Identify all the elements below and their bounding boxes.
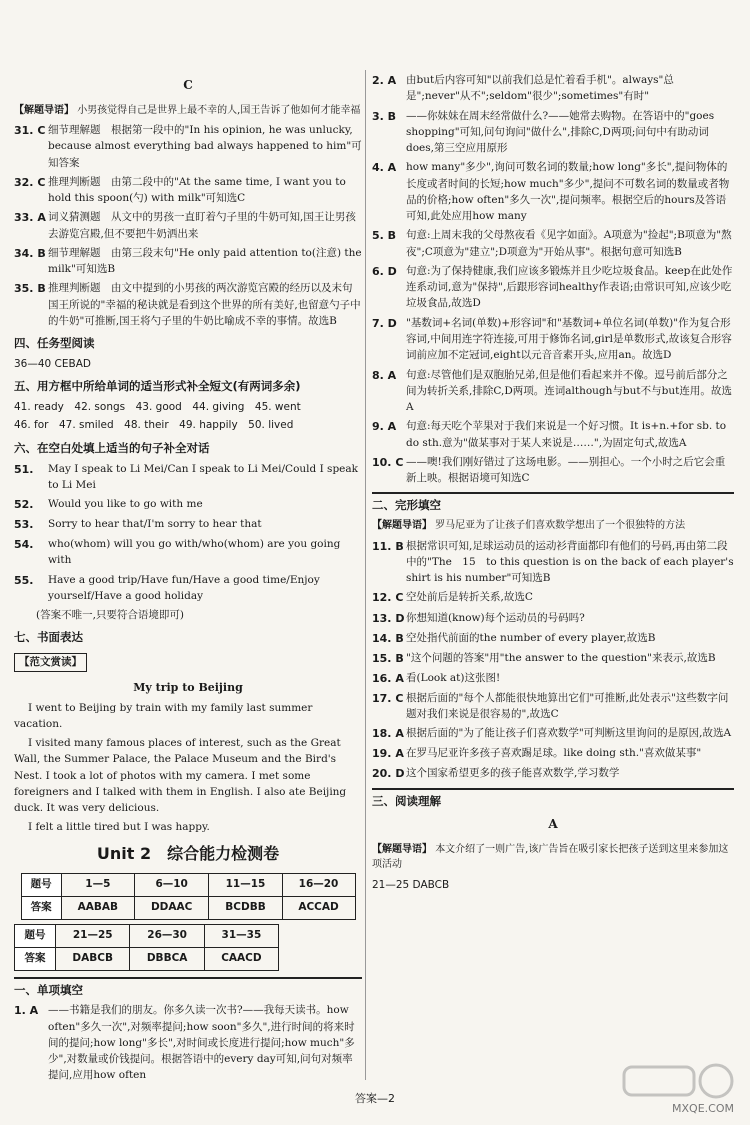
essay-body — [14, 700, 362, 836]
answer-item — [372, 630, 734, 647]
answer-item — [372, 418, 734, 451]
table-cell: AABAB — [61, 896, 134, 919]
table-label-a: 答案 — [21, 896, 61, 919]
guide-tag: 【解题导语】 — [372, 520, 432, 532]
section-4-answer: 36—40 CEBAD — [14, 358, 91, 371]
item-number: 34. B — [14, 246, 46, 260]
item-explanation: 句意:尽管他们是双胞胎兄弟,但是他们看起来并不像。逗号前后部分之间为转折关系,排除C,D两项。连词although与but不与but连用。故选A — [406, 368, 732, 414]
item-number: 32. C — [14, 175, 46, 189]
answer-item — [372, 108, 734, 157]
item-explanation: 句意:每天吃个苹果对于我们来说是一个好习惯。It is+n.+for sb. to do sth.意为"做某事对于某人来说是……",为固定句式,故选A — [406, 420, 727, 449]
item-explanation: "这个问题的答案"用"the answer to the question"来表示,故选B — [406, 651, 716, 664]
dialogue-answer — [14, 536, 362, 569]
section-letter-a: A — [548, 817, 558, 832]
item-number: 2. A — [372, 74, 397, 87]
table-label-a: 答案 — [15, 947, 56, 970]
item-number: 17. C — [372, 691, 404, 705]
item-explanation: 你想知道(know)每个运动员的号码吗? — [406, 611, 585, 624]
item-number: 33. A — [14, 211, 46, 225]
answer-item — [372, 538, 734, 587]
item-explanation: ——书籍是我们的朋友。你多久读一次书?——我每天读书。how often"多久一次",对频率提问;how soon"多久",进行时间的将来时间的提问;how long"多长",对时间或长度进行提问;how much"多少",对数量或价钱提问。根据答语中的every day可知,问句对频率提问,应用how often — [48, 1004, 355, 1082]
item-explanation: Sorry to hear that/I'm sorry to hear that — [48, 518, 262, 531]
essay-title: My trip to Beijing — [133, 680, 243, 694]
essay-paragraph: I went to Beijing by train with my family last summer vacation. — [14, 701, 313, 730]
section-4-title: 四、任务型阅读 — [14, 336, 95, 351]
answer-item — [372, 315, 734, 364]
right-column — [372, 72, 734, 895]
column-divider — [365, 70, 366, 1080]
answer-item — [14, 245, 362, 278]
table-cell: CAACD — [204, 947, 278, 970]
section-5-line-1: 41. ready 42. songs 43. good 44. giving 45. went — [14, 401, 301, 414]
answer-item — [372, 610, 734, 627]
section-3-title: 三、阅读理解 — [372, 788, 734, 811]
answer-item — [372, 159, 734, 224]
item-number: 54. — [14, 538, 34, 552]
section-6-title: 六、在空白处填上适当的句子补全对话 — [14, 440, 210, 455]
item-number: 12. C — [372, 591, 404, 605]
answer-21-25: 21—25 DABCB — [372, 878, 450, 891]
section-letter-c: C — [183, 78, 193, 92]
item-number: 3. B — [372, 109, 397, 123]
guide-tag: 【解题导语】 — [372, 843, 432, 855]
table-cell: DDAAC — [134, 896, 209, 919]
item-number: 19. A — [372, 747, 404, 761]
table-cell: BCDBB — [209, 896, 282, 919]
item-explanation: "基数词+名词(单数)+形容词"和"基数词+单位名词(单数)"作为复合形容词,中间用连字符连接,可用于修饰名词,girl是单数形式,故该复合形容词前应加不定冠词,eight以元音音素开头,应用an。故选D — [406, 316, 732, 362]
table-cell: 26—30 — [130, 924, 204, 947]
answer-item — [372, 745, 734, 762]
dialogue-answer — [14, 572, 362, 605]
answer-item — [372, 72, 734, 105]
section-2-title: 二、完形填空 — [372, 492, 734, 515]
item-explanation: 空处指代前面的the number of every player,故选B — [406, 631, 656, 644]
essay-paragraph: I visited many famous places of interest, such as the Great Wall, the Summer Palace, the Palace Museum and the Bird's Nest. I took a lot of photos with my camera. I met some foreigners and I talked with them in English. I also ate Beijing duck. It was very delicious. — [14, 737, 347, 815]
item-number: 35. B — [14, 282, 46, 296]
item-number: 1. A — [14, 1004, 39, 1018]
item-explanation: 看(Look at)这张图! — [406, 671, 501, 684]
item-number: 11. B — [372, 539, 404, 553]
section-5-line-2: 46. for 47. smiled 48. their 49. happily 50. lived — [14, 419, 294, 432]
answers-11-20 — [372, 538, 734, 783]
table-cell: 11—15 — [209, 873, 282, 896]
answer-item — [372, 725, 734, 742]
guide-c — [14, 103, 362, 119]
guide-text: 本文介绍了一则广告,该广告旨在吸引家长把孩子送到这里来参加这项活动 — [372, 843, 729, 871]
item-number: 52. — [14, 498, 34, 512]
answer-item — [14, 1002, 362, 1083]
item-number: 14. B — [372, 631, 404, 645]
left-column — [14, 72, 362, 1087]
item-number: 10. C — [372, 455, 404, 469]
answer-item — [372, 227, 734, 260]
item-number: 8. A — [372, 368, 397, 382]
item-number: 55. — [14, 573, 34, 587]
table-cell: 31—35 — [204, 924, 278, 947]
answer-item — [14, 122, 362, 171]
item-explanation: 句意:为了保持健康,我们应该多锻炼并且少吃垃圾食品。keep在此处作连系动词,意为"保持",后跟形容词healthy作表语;由常识可知,应该少吃垃圾食品,故选D — [406, 264, 733, 310]
page-footer: 答案—2 — [355, 1092, 395, 1105]
essay-paragraph: I felt a little tired but I was happy. — [28, 821, 210, 834]
answer-table-2 — [14, 924, 279, 971]
item-number: 31. C — [14, 124, 46, 138]
answers-31-35 — [14, 122, 362, 329]
answers-51-55 — [14, 461, 362, 605]
item-explanation: 根据常识可知,足球运动员的运动衫背面都印有他们的号码,再由第二段中的"The 15 to this question is on the back of each player's shirt is his number"可知选B — [406, 539, 734, 585]
item-number: 51. — [14, 462, 34, 476]
table-cell: ACCAD — [282, 896, 355, 919]
item-number: 20. D — [372, 767, 405, 781]
dialogue-answer — [14, 516, 362, 533]
answer-item — [14, 280, 362, 329]
answer-item — [14, 209, 362, 242]
table-cell: 21—25 — [56, 924, 130, 947]
item-number: 18. A — [372, 727, 404, 741]
item-explanation: 由but后内容可知"以前我们总是忙着看手机"。always"总是";never"从不";seldom"很少";sometimes"有时" — [406, 74, 674, 103]
item-explanation: 空处前后是转折关系,故选C — [406, 591, 533, 604]
answer-item — [372, 650, 734, 667]
item-explanation: 在罗马尼亚许多孩子喜欢踢足球。like doing sth."喜欢做某事" — [406, 747, 702, 760]
guide-text: 小男孩觉得自己是世界上最不幸的人,国王告诉了他如何才能幸福 — [77, 104, 361, 116]
item-number: 6. D — [372, 264, 397, 278]
table-cell: 6—10 — [134, 873, 209, 896]
item-explanation: 根据后面的"为了能让孩子们喜欢数学"可判断这里询问的是原因,故选A — [406, 727, 732, 740]
item-number: 4. A — [372, 161, 397, 175]
guide-tag: 【解题导语】 — [14, 104, 74, 116]
item-explanation: 细节理解题 由第三段末句"He only paid attention to(注意) the milk"可知选B — [48, 246, 362, 276]
item-explanation: how many"多少",询问可数名词的数量;how long"多长",提问物体的长度或者时间的长短;how much"多少",提问不可数名词的数量或者物品的价格;how often"多久一次",提问频率。根据空后的hours及答语可知,此处应用how many — [406, 161, 730, 223]
item-explanation: May I speak to Li Mei/Can I speak to Li Mei/Could I speak to Li Mei — [48, 462, 358, 491]
item-number: 7. D — [372, 316, 397, 330]
watermark-text: MXQE.COM — [672, 1101, 734, 1115]
table-label-q: 题号 — [15, 924, 56, 947]
answer-item — [14, 174, 362, 207]
section-1-title: 一、单项填空 — [14, 977, 362, 1000]
dialogue-answer — [14, 496, 362, 513]
section-5-title: 五、用方框中所给单词的适当形式补全短文(有两词多余) — [14, 379, 301, 394]
item-explanation: 这个国家希望更多的孩子能喜欢数学,学习数学 — [406, 767, 620, 780]
item-explanation: 根据后面的"每个人都能很快地算出它们"可推断,此处表示"这些数字问题对我们来说是很容易的",故选C — [406, 691, 729, 720]
dialogue-answer — [14, 461, 362, 494]
item-explanation: Would you like to go with me — [48, 498, 203, 511]
unit-title: Unit 2 综合能力检测卷 — [96, 843, 280, 863]
item-number: 53. — [14, 518, 34, 532]
item-explanation: Have a good trip/Have fun/Have a good time/Enjoy yourself/Have a good holiday — [48, 573, 320, 602]
answer-item — [372, 367, 734, 416]
answer-item — [372, 670, 734, 687]
item-explanation: 词义猜测题 从文中的男孩一直盯着勺子里的牛奶可知,国王让男孩去游览宫殿,但不要把牛奶洒出来 — [48, 211, 356, 240]
answer-item — [372, 263, 734, 312]
item-number: 9. A — [372, 420, 397, 434]
section-7-title: 七、书面表达 — [14, 630, 83, 645]
answer-item — [372, 765, 734, 782]
answer-item — [372, 454, 734, 487]
guide-a — [372, 842, 734, 873]
table-cell: 1—5 — [61, 873, 134, 896]
item-number: 15. B — [372, 651, 404, 665]
answer-item — [372, 690, 734, 723]
guide-text: 罗马尼亚为了让孩子们喜欢数学想出了一个很独特的方法 — [435, 520, 686, 532]
section-6-note: (答案不唯一,只要符合语境即可) — [36, 609, 185, 622]
answers-1 — [14, 1002, 362, 1083]
item-explanation: 句意:上周末我的父母熬夜看《见字如面》。A项意为"捡起";B项意为"熬夜";C项意为"建立";D项意为"开始从事"。根据句意可知选B — [406, 229, 732, 258]
item-explanation: 推理判断题 由文中提到的小男孩的两次游览宫殿的经历以及末句国王所说的"幸福的秘诀就是看到这个世界的所有美好,也留意勺子中的牛奶"可推断,国王将勺子里的牛奶比喻成不幸的事情。故选B — [48, 282, 361, 328]
essay-tag: 【范文赏读】 — [14, 653, 87, 671]
answers-2-10 — [372, 72, 734, 486]
table-cell: DBBCA — [130, 947, 204, 970]
item-explanation: ——你妹妹在周末经常做什么?——她常去购物。在答语中的"goes shopping"可知,问句询问"做什么",排除C,D两项;问句中有助动词does,第三空应用原形 — [406, 109, 715, 155]
table-cell: 16—20 — [282, 873, 355, 896]
item-number: 5. B — [372, 229, 397, 243]
item-number: 16. A — [372, 671, 404, 685]
item-number: 13. D — [372, 611, 405, 625]
answer-table-1 — [21, 873, 356, 920]
table-label-q: 题号 — [21, 873, 61, 896]
guide-2 — [372, 518, 734, 534]
table-cell: DABCB — [56, 947, 130, 970]
answer-item — [372, 589, 734, 606]
item-explanation: 推理判断题 由第二段中的"At the same time, I want you to hold this spoon(勺) with milk"可知选C — [48, 175, 346, 205]
item-explanation: 细节理解题 根据第一段中的"In his opinion, he was unlucky, because almost everything bad always happened to him"可知答案 — [48, 124, 362, 169]
item-explanation: who(whom) will you go with/who(whom) are you going with — [48, 538, 341, 567]
item-explanation: ——噢!我们刚好错过了这场电影。——别担心。一个小时之后它会重新上映。根据语境可知选C — [406, 455, 726, 485]
